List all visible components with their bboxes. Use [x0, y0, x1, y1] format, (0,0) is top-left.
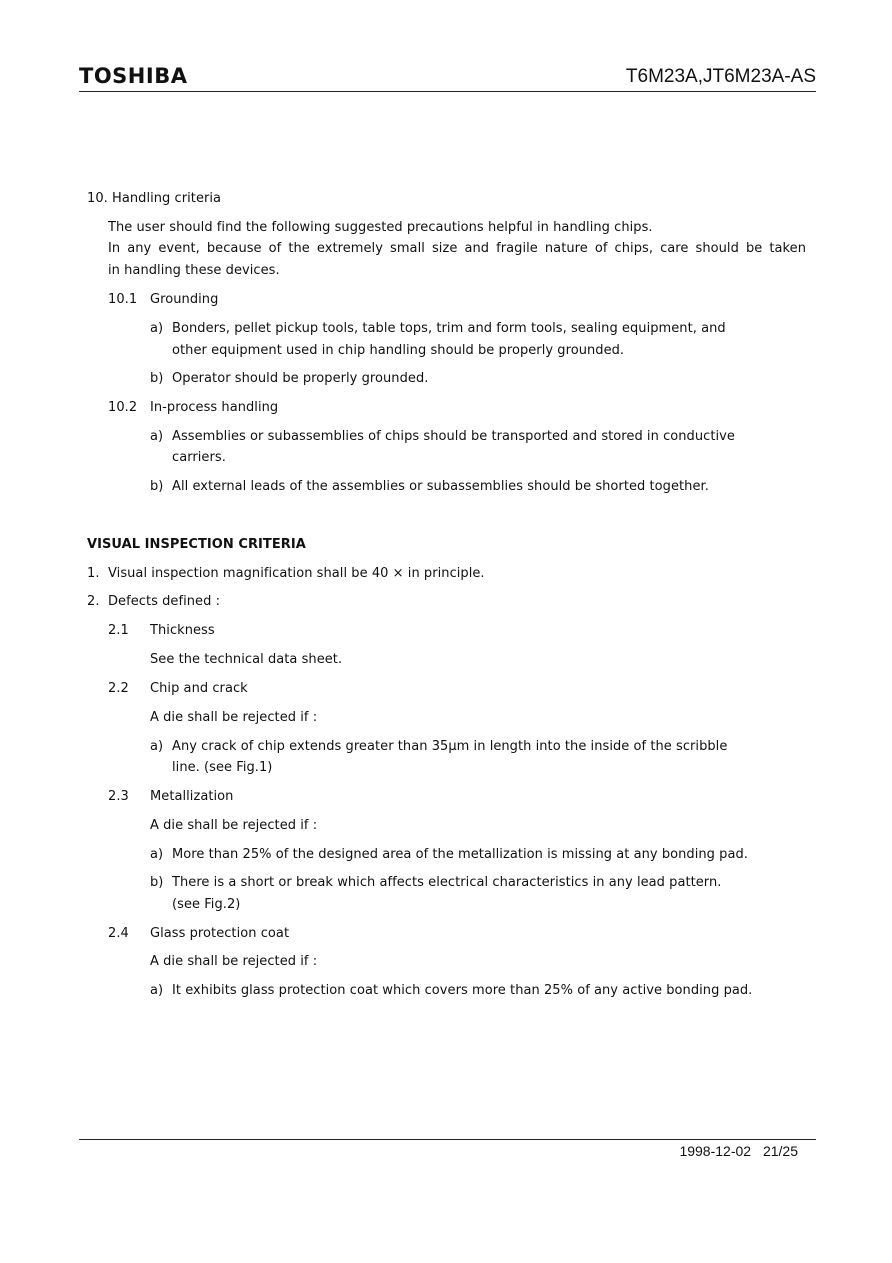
- item-label: a): [150, 847, 164, 862]
- subsection-title-thickness: Thickness: [150, 623, 215, 638]
- subsection-title-metallization: Metallization: [150, 789, 234, 804]
- subsection-title-chip: Chip and crack: [150, 681, 248, 696]
- item-text: All external leads of the assemblies or subassemblies should be shorted together.: [172, 479, 709, 494]
- rejection-statement: A die shall be rejected if :: [150, 818, 318, 833]
- item-text: It exhibits glass protection coat which covers more than 25% of any active bonding pad.: [172, 983, 753, 998]
- intro-line: In any event, because of the extremely small size and fragile nature of chips, care should be taken: [108, 241, 806, 256]
- page-number: 21/25: [762, 1143, 798, 1159]
- subsection-number: 2.4: [108, 926, 129, 941]
- subsection-title-inprocess: In-process handling: [150, 400, 279, 415]
- item-text: There is a short or break which affects electrical characteristics in any lead pattern.: [172, 875, 722, 890]
- intro-line: in handling these devices.: [108, 263, 280, 278]
- item-text: (see Fig.2): [172, 897, 241, 912]
- footer-date: 1998-12-02: [679, 1143, 752, 1159]
- subsection-number: 10.2: [108, 400, 138, 415]
- item-text: Assemblies or subassemblies of chips should be transported and stored in conductive: [172, 429, 735, 444]
- list-number: 2.: [87, 594, 100, 609]
- list-number: 1.: [87, 566, 100, 581]
- subsection-title-grounding: Grounding: [150, 292, 219, 307]
- item-text: carriers.: [172, 450, 226, 465]
- subsection-number: 2.2: [108, 681, 129, 696]
- item-label: a): [150, 429, 164, 444]
- item-text: line. (see Fig.1): [172, 760, 273, 775]
- section-heading-visual-inspection: VISUAL INSPECTION CRITERIA: [87, 537, 306, 552]
- item-label: b): [150, 371, 164, 386]
- item-label: b): [150, 875, 164, 890]
- subsection-title-glass: Glass protection coat: [150, 926, 290, 941]
- list-item-text: Defects defined :: [108, 594, 221, 609]
- item-text: Any crack of chip extends greater than 35μm in length into the inside of the scribble: [172, 739, 728, 754]
- rejection-statement: A die shall be rejected if :: [150, 710, 318, 725]
- item-label: a): [150, 739, 164, 754]
- item-label: a): [150, 983, 164, 998]
- intro-line: The user should find the following suggested precautions helpful in handling chips.: [108, 220, 653, 235]
- body-text: See the technical data sheet.: [150, 652, 343, 667]
- rejection-statement: A die shall be rejected if :: [150, 954, 318, 969]
- item-text: Operator should be properly grounded.: [172, 371, 429, 386]
- section-heading-handling: 10. Handling criteria: [87, 191, 222, 206]
- footer-rule: [79, 1139, 816, 1140]
- subsection-number: 10.1: [108, 292, 138, 307]
- item-label: a): [150, 321, 164, 336]
- item-text: More than 25% of the designed area of the metallization is missing at any bonding pad.: [172, 847, 748, 862]
- item-label: b): [150, 479, 164, 494]
- brand-logo: TOSHIBA: [79, 64, 188, 88]
- subsection-number: 2.3: [108, 789, 129, 804]
- subsection-number: 2.1: [108, 623, 129, 638]
- document-id: T6M23A,JT6M23A-AS: [625, 66, 816, 87]
- item-text: Bonders, pellet pickup tools, table tops, trim and form tools, sealing equipment, and: [172, 321, 726, 336]
- item-text: other equipment used in chip handling should be properly grounded.: [172, 343, 625, 358]
- footer-meta: [679, 1143, 798, 1159]
- header-rule: [79, 91, 816, 92]
- list-item-text: Visual inspection magnification shall be 40 × in principle.: [108, 566, 485, 581]
